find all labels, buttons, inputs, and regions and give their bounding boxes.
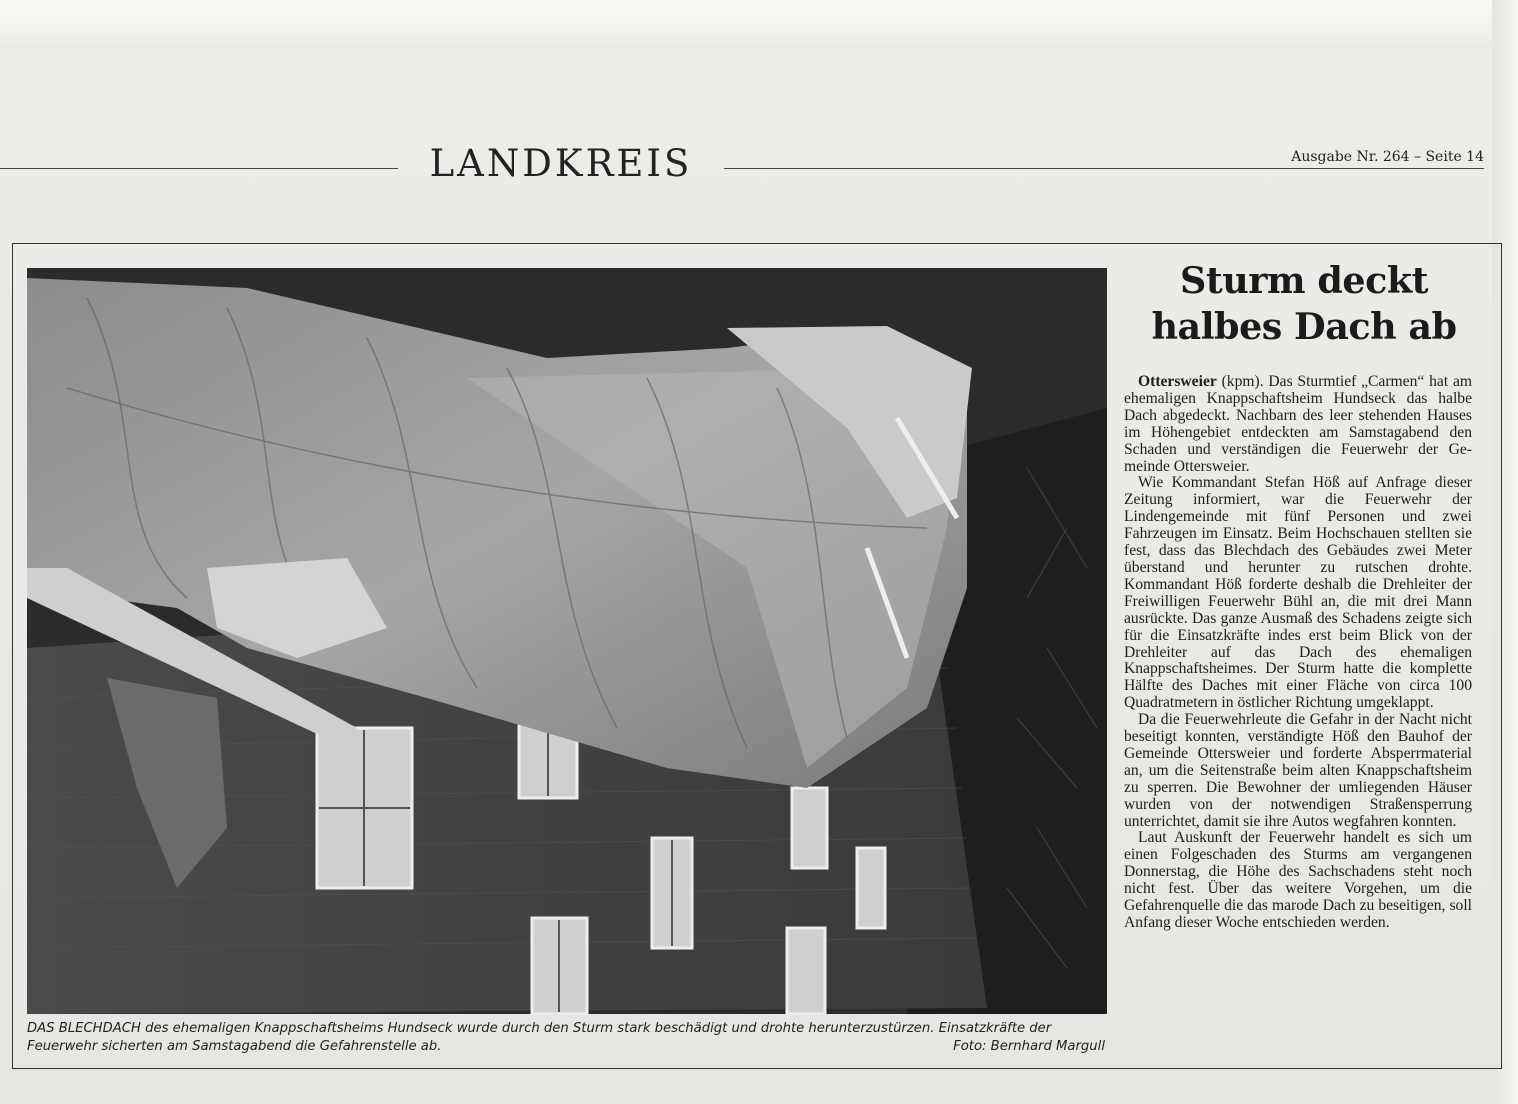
headline-line-2: halbes Dach ab — [1151, 305, 1457, 348]
section-title: LANDKREIS — [429, 142, 693, 185]
caption-text: DAS BLECHDACH des ehemaligen Knappschaftsheims Hundseck wurde durch den Sturm stark beschädigt und drohte herunterzustürzen. Einsatzkräfte der Feuerwehr sicherten am Samstagabend die Gefahrenstelle ab. — [27, 1021, 1052, 1054]
headline-line-1: Sturm deckt — [1180, 259, 1428, 302]
photo-caption — [27, 1020, 1105, 1056]
dateline: Ottersweier — [1138, 373, 1217, 390]
article-paragraph: Da die Feuerwehrleute die Gefahr in der Nacht nicht beseitigt konnten, verständigte Höß den Bauhof der Gemeinde Ottersweier und forderte Absperrmaterial an, um die Seitenstraße beim alten Knappschaftsheim zu sperren. Die Bewohner der umliegenden Häuser wurden von der notwendigen Straßensperrung unterrichtet, damit sie ihre Autos wegfahren konnten. — [1124, 711, 1472, 830]
header-rule-right — [724, 168, 1484, 169]
lead-text: (kpm). Das Sturmtief „Carmen“ hat am ehemaligen Knappschaftsheim Hundseck das halbe Dach abgedeckt. Nachbarn des leer stehenden Hauses im Höhengebiet entdeckten am Samstagabend den Schaden und verständigen die Feuerwehr der Gemeinde Ottersweier. — [1124, 373, 1472, 475]
article-headline — [1124, 258, 1484, 350]
article-paragraph: Wie Kommandant Stefan Höß auf Anfrage dieser Zeitung informiert, war die Feuerwehr der Lindengemeinde mit fünf Personen und zwei Fahrzeugen im Einsatz. Beim Hochschauen stellten sie fest, dass das Blechdach des Gebäudes zwei Meter überstand und herunter zu rutschen drohte. Kommandant Höß forderte deshalb die Drehleiter der Freiwilligen Feuerwehr Bühl an, die mit drei Mann ausrückte. Das ganze Ausmaß des Schadens zeigte sich für die Einsatzkräfte indes erst beim Blick von der Drehleiter auf das Dach des ehemaligen Knappschaftsheimes. Der Sturm hatte die komplette Hälfte des Daches mit einer Fläche von circa 100 Quadratmetern in östlicher Richtung umgeklappt. — [1124, 474, 1472, 712]
issue-info: Ausgabe Nr. 264 – Seite 14 — [1291, 149, 1484, 165]
damaged-roof-illustration — [27, 268, 1107, 1014]
article-photo — [27, 268, 1107, 1014]
article-paragraph: Laut Auskunft der Feuerwehr handelt es sich um einen Folgeschaden des Sturms am vergangenen Donnerstag, die Höhe des Sachschadens steht noch nicht fest. Über das weitere Vorgehen, um die Gefahrenquelle die das marode Dach zu beseitigen, soll Anfang dieser Woche entschieden werden. — [1124, 829, 1472, 931]
paper-fold-top — [0, 0, 1518, 48]
photo-credit: Foto: Bernhard Margull — [953, 1039, 1105, 1054]
article-body — [1124, 374, 1472, 932]
article-lead-paragraph — [1124, 374, 1472, 475]
header-rule-left — [0, 168, 398, 169]
